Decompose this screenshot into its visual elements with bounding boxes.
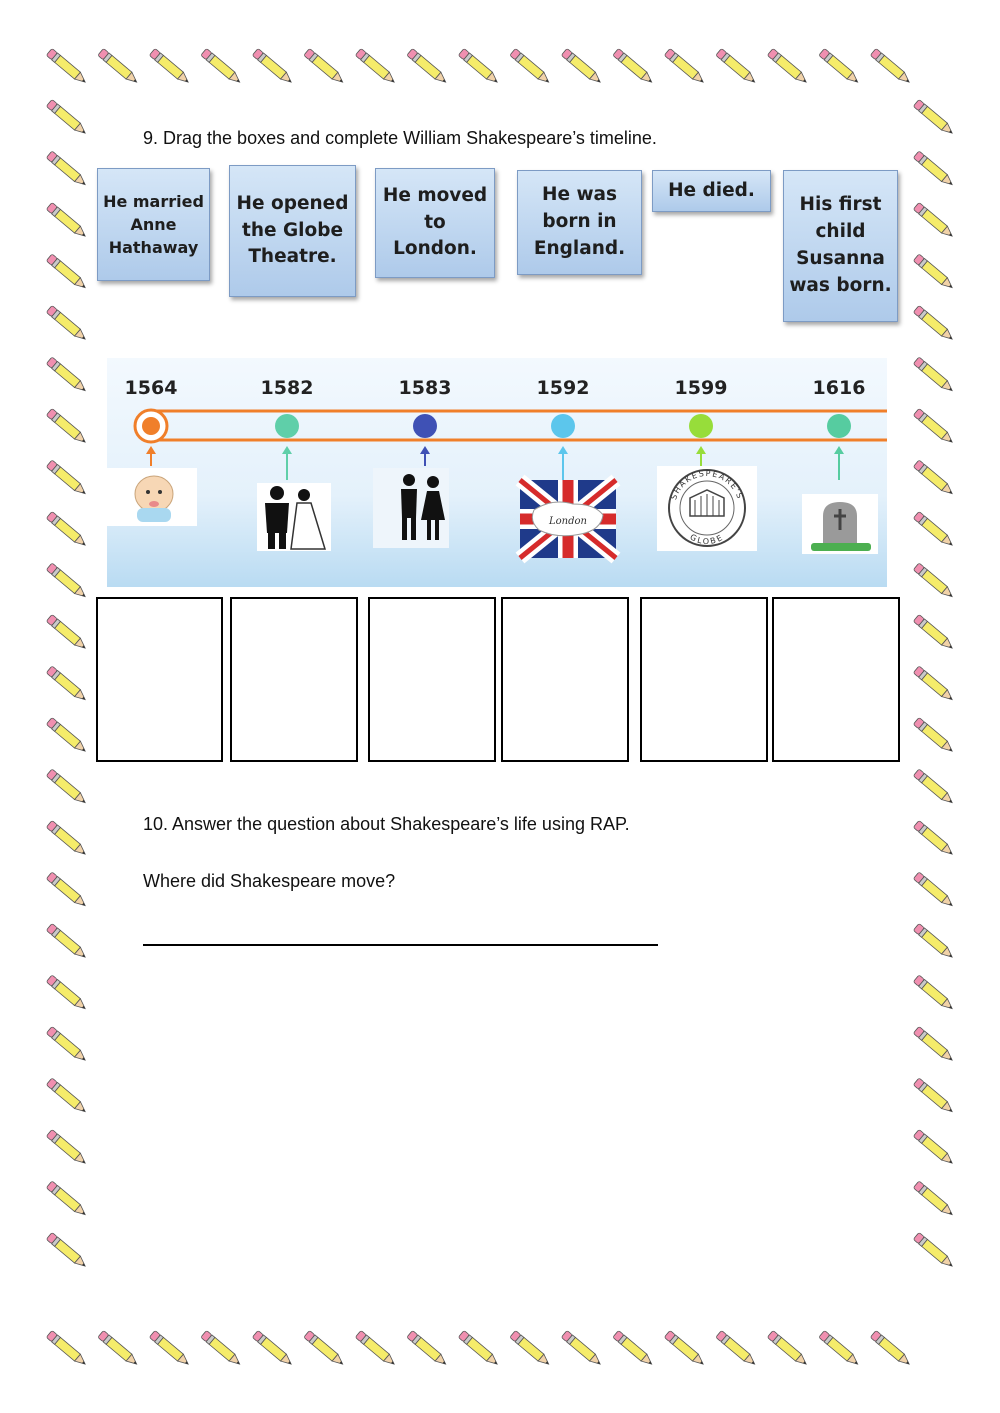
pencil-icon (252, 1330, 294, 1367)
pencil-icon (46, 460, 88, 497)
pencil-icon (767, 48, 809, 85)
pencil-icon (304, 1330, 346, 1367)
pencil-icon (913, 820, 955, 857)
pencil-icon (913, 202, 955, 239)
year-label: 1564 (124, 377, 178, 399)
pencil-icon (355, 1330, 397, 1367)
pencil-icon (46, 254, 88, 291)
pencil-icon (913, 151, 955, 188)
svg-text:London: London (549, 516, 587, 527)
pencil-icon (913, 408, 955, 445)
svg-text:SHAKESPEARE'S: SHAKESPEARE'S (669, 468, 745, 501)
timeline-dot (689, 414, 713, 438)
question-10-prompt: Where did Shakespeare move? (143, 871, 396, 891)
pencil-icon (46, 820, 88, 857)
pencil-icon (819, 1330, 861, 1367)
pencil-icon (913, 872, 955, 909)
pencil-icon (767, 1330, 809, 1367)
pencil-icon (613, 48, 655, 85)
pencil-icon (913, 99, 955, 136)
pencil-icon (913, 357, 955, 394)
pencil-icon (46, 1129, 88, 1166)
pencil-icon (870, 48, 912, 85)
year-label: 1583 (398, 377, 452, 399)
pencil-icon (46, 1330, 88, 1367)
pencil-icon (913, 563, 955, 600)
pencil-icon (716, 48, 758, 85)
pencil-icon (46, 666, 88, 703)
year-label: 1616 (812, 377, 866, 399)
drag-box-died[interactable]: He died. (652, 170, 771, 212)
pencil-icon (46, 202, 88, 239)
question-9-title: 9. Drag the boxes and complete William Shakespeare’s timeline. (143, 128, 657, 148)
pencil-icon (149, 48, 191, 85)
pencil-icon (913, 1026, 955, 1063)
wedding-couple-icon (257, 483, 331, 551)
pencil-icon (510, 1330, 552, 1367)
pencil-icon (561, 1330, 603, 1367)
pencil-icon (46, 614, 88, 651)
svg-text:GLOBE: GLOBE (688, 532, 726, 547)
pencil-icon (46, 305, 88, 342)
year-label: 1592 (536, 377, 590, 399)
pencil-icon (46, 357, 88, 394)
pencil-icon (913, 254, 955, 291)
pencil-icon (913, 305, 955, 342)
couple-icon (373, 468, 449, 548)
drop-zone[interactable] (772, 597, 900, 762)
pencil-icon (913, 1232, 955, 1269)
drop-zone[interactable] (501, 597, 629, 762)
pencil-icon (458, 1330, 500, 1367)
drag-box-globe-theatre[interactable]: He opened the Globe Theatre. (229, 165, 356, 297)
timeline-dot (413, 414, 437, 438)
drop-zone[interactable] (96, 597, 223, 762)
pencil-icon (46, 717, 88, 754)
pencil-icon (913, 614, 955, 651)
pencil-icon (46, 99, 88, 136)
pencil-icon (664, 1330, 706, 1367)
pencil-icon (870, 1330, 912, 1367)
drop-zone[interactable] (230, 597, 358, 762)
pencil-icon (46, 769, 88, 806)
pencil-icon (98, 1330, 140, 1367)
pencil-icon (561, 48, 603, 85)
pencil-icon (913, 1181, 955, 1218)
pencil-icon (46, 923, 88, 960)
pencil-icon (913, 769, 955, 806)
pencil-icon (913, 666, 955, 703)
pencil-icon (913, 1078, 955, 1115)
pencil-icon (407, 1330, 449, 1367)
drop-zone[interactable] (368, 597, 496, 762)
question-10-title: 10. Answer the question about Shakespeare’s life using RAP. (143, 814, 630, 834)
pencil-icon (819, 48, 861, 85)
pencil-icon (46, 48, 88, 85)
pencil-icon (407, 48, 449, 85)
pencil-icon (46, 151, 88, 188)
london-flag-icon (520, 480, 616, 558)
pencil-icon (46, 1181, 88, 1218)
timeline-dot (551, 414, 575, 438)
baby-icon (107, 468, 197, 526)
pencil-icon (46, 975, 88, 1012)
pencil-icon (46, 1078, 88, 1115)
pencil-icon (913, 1129, 955, 1166)
year-label: 1599 (674, 377, 728, 399)
pencil-icon (716, 1330, 758, 1367)
pencil-icon (913, 460, 955, 497)
pencil-icon (510, 48, 552, 85)
pencil-icon (46, 511, 88, 548)
pencil-icon (46, 1232, 88, 1269)
drop-zone[interactable] (640, 597, 768, 762)
pencil-icon (304, 48, 346, 85)
pencil-icon (98, 48, 140, 85)
timeline-dot (142, 417, 160, 435)
timeline-dot (827, 414, 851, 438)
pencil-icon (201, 48, 243, 85)
pencil-icon (46, 872, 88, 909)
pencil-icon (613, 1330, 655, 1367)
timeline-graphic (107, 358, 887, 587)
pencil-icon (46, 1026, 88, 1063)
pencil-icon (913, 717, 955, 754)
pencil-icon (913, 923, 955, 960)
pencil-icon (913, 511, 955, 548)
drag-box-married[interactable]: He married Anne Hathaway (97, 168, 210, 281)
drag-box-born[interactable]: He was born in England. (517, 170, 642, 275)
drag-box-first-child[interactable]: His first child Susanna was born. (783, 170, 898, 322)
pencil-icon (201, 1330, 243, 1367)
pencil-icon (252, 48, 294, 85)
year-label: 1582 (260, 377, 314, 399)
globe-theatre-icon (657, 466, 757, 551)
pencil-icon (46, 408, 88, 445)
gravestone-icon (802, 494, 878, 554)
pencil-icon (355, 48, 397, 85)
pencil-icon (664, 48, 706, 85)
pencil-icon (46, 563, 88, 600)
pencil-icon (149, 1330, 191, 1367)
pencil-icon (458, 48, 500, 85)
answer-line[interactable] (143, 944, 658, 946)
timeline-dot (275, 414, 299, 438)
drag-box-london[interactable]: He moved to London. (375, 168, 495, 278)
pencil-icon (913, 975, 955, 1012)
